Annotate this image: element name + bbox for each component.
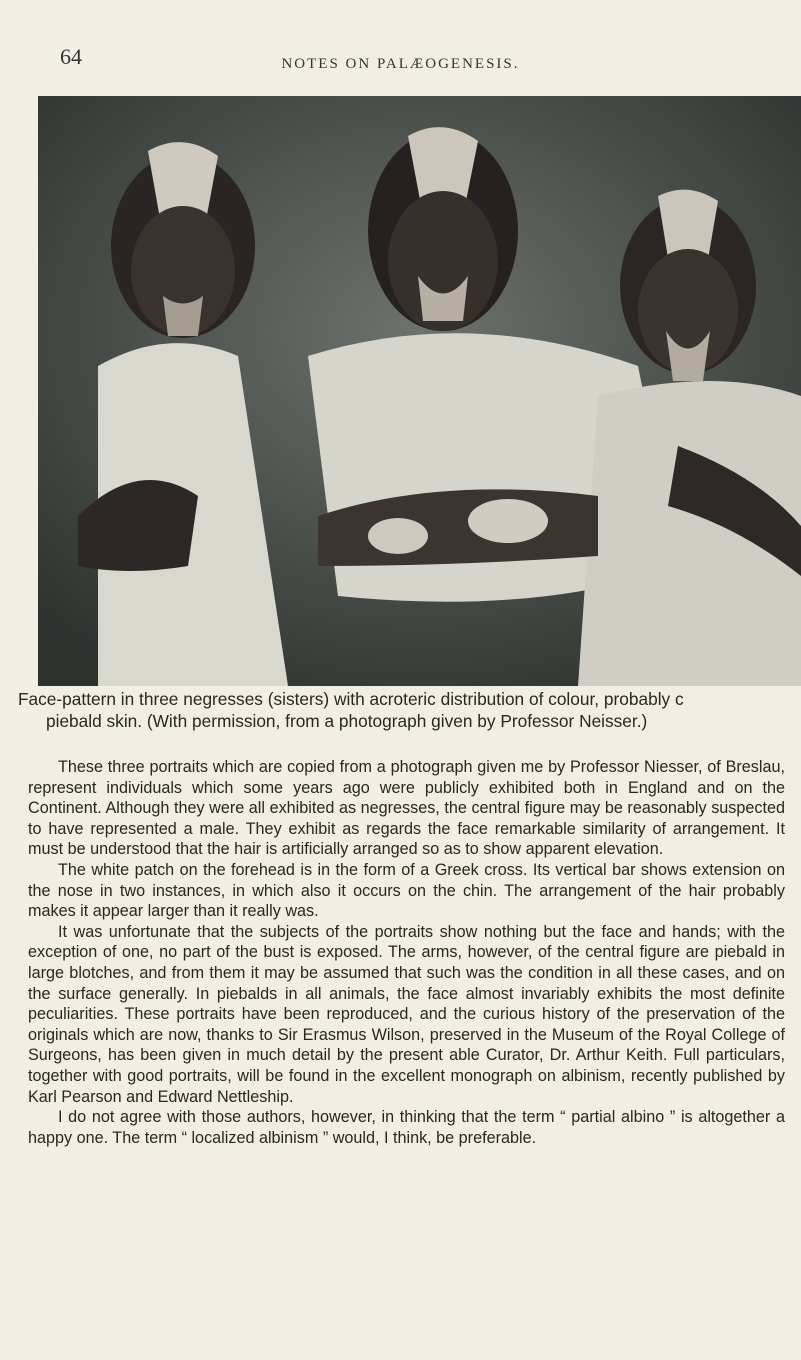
figure-caption — [18, 688, 798, 732]
caption-line-2: piebald skin. (With permission, from a photograph given by Professor Neisser.) — [46, 711, 648, 731]
three-sisters-photo-illustration — [38, 96, 801, 686]
paragraph: I do not agree with those authors, however, in thinking that the term “ partial albino ” is altogether a happy one. The term “ localized albinism ” would, I think, be preferable. — [28, 1108, 785, 1147]
page-number: 64 — [60, 44, 82, 69]
paragraph: It was unfortunate that the subjects of the portraits show nothing but the face and hands; with the exception of one, no part of the bust is exposed. The arms, however, of the central figure are piebald in large blotches, and from them it may be assumed that such was the condition in all these cases, and on the surface generally. In piebalds in all animals, the face almost invariably exhibits the most definite peculiarities. These portraits have been reproduced, and the curious history of the preservation of the originals which are now, thanks to Sir Erasmus Wilson, preserved in the Museum of the Royal College of Surgeons, has been given in much detail by the present able Curator, Dr. Arthur Keith. Full particulars, together with good portraits, will be found in the excellent monograph on albinism, recently published by Karl Pearson and Edward Nettleship. — [28, 922, 785, 1106]
paragraph: The white patch on the forehead is in the form of a Greek cross. Its vertical bar shows extension on the nose in two instances, in which also it occurs on the chin. The arrangement of the hair probably makes it appear larger than it really was. — [28, 860, 785, 921]
paragraph: These three portraits which are copied from a photograph given me by Professor Niesser, of Breslau, represent individuals which some years ago were publicly exhibited both in England and on the Continent. Although they were all exhibited as negresses, the central figure may be reasonably suspected to have represented a male. They exhibit as regards the face remarkable similarity of arrangement. It must be understood that the hair is artificially arranged so as to show apparent elevation. — [28, 758, 785, 859]
photograph — [38, 96, 801, 686]
running-head: NOTES ON PALÆOGENESIS. — [281, 56, 520, 72]
caption-line-1: Face-pattern in three negresses (sisters) with acroteric distribution of colour, probably c — [18, 689, 684, 709]
body-text — [28, 757, 785, 1148]
